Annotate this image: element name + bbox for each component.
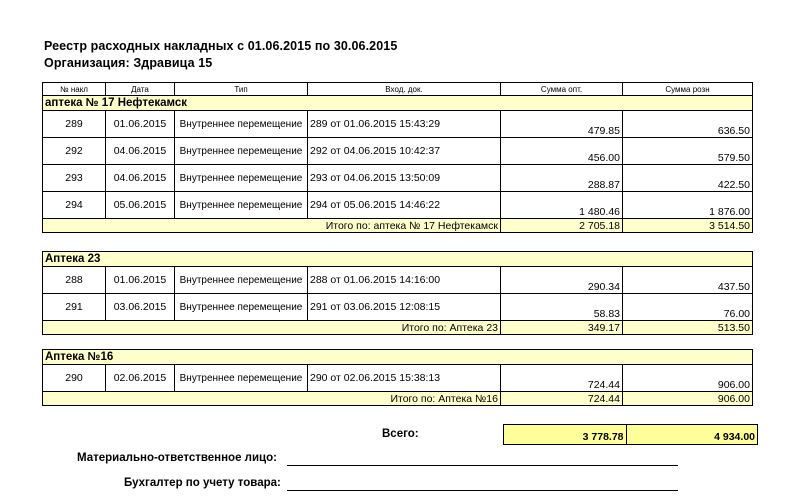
group-total-row — [43, 321, 753, 335]
row-num: 290 — [43, 365, 106, 392]
group-name: аптека № 17 Нефтекамск — [43, 96, 753, 111]
accountant-label: Бухгалтер по учету товара: — [124, 477, 281, 489]
grand-total-opt: 3 778.78 — [504, 425, 627, 444]
row-date: 04.06.2015 — [106, 138, 175, 165]
group-name: Аптека 23 — [43, 252, 753, 267]
row-date: 05.06.2015 — [106, 192, 175, 219]
group-header — [43, 350, 753, 365]
row-type: Внутреннее перемещение — [175, 138, 308, 165]
grand-total-box — [503, 424, 758, 445]
row-sum-opt: 724.44 — [501, 365, 623, 392]
table-row — [43, 267, 753, 294]
row-sum-opt: 288.87 — [501, 165, 623, 192]
row-doc: 294 от 05.06.2015 14:46:22 — [308, 192, 501, 219]
table-row — [43, 138, 753, 165]
row-sum-rozn: 579.50 — [623, 138, 753, 165]
accountant-signature-line — [287, 490, 678, 491]
group-total-rozn: 513.50 — [623, 321, 753, 335]
col-header-date: Дата — [106, 83, 175, 96]
group-table — [42, 349, 753, 406]
group-total-opt: 2 705.18 — [501, 219, 623, 233]
row-doc: 292 от 04.06.2015 10:42:37 — [308, 138, 501, 165]
table-row — [43, 165, 753, 192]
report-title: Реестр расходных накладных с 01.06.2015 по 30.06.2015 — [44, 39, 398, 53]
table-row — [43, 192, 753, 219]
responsible-signature-line — [287, 465, 678, 466]
row-num: 292 — [43, 138, 106, 165]
group-table — [42, 251, 753, 335]
group-total-rozn: 906.00 — [623, 392, 753, 406]
row-num: 291 — [43, 294, 106, 321]
responsible-person-label: Материально-ответственное лицо: — [77, 452, 277, 464]
row-date: 01.06.2015 — [106, 267, 175, 294]
group-header — [43, 96, 753, 111]
col-header-sum-opt: Сумма опт. — [501, 83, 623, 96]
row-sum-opt: 479.85 — [501, 111, 623, 138]
row-num: 293 — [43, 165, 106, 192]
row-type: Внутреннее перемещение — [175, 165, 308, 192]
row-date: 03.06.2015 — [106, 294, 175, 321]
row-num: 288 — [43, 267, 106, 294]
row-sum-rozn: 422.50 — [623, 165, 753, 192]
col-header-sum-rozn: Сумма розн — [623, 83, 753, 96]
group-total-label: Итого по: Аптека №16 — [43, 392, 501, 406]
group-total-row — [43, 392, 753, 406]
grand-total-rozn: 4 934.00 — [714, 431, 755, 443]
row-type: Внутреннее перемещение — [175, 111, 308, 138]
col-header-num: № накл — [43, 83, 106, 96]
row-date: 02.06.2015 — [106, 365, 175, 392]
row-num: 294 — [43, 192, 106, 219]
row-sum-opt: 58.83 — [501, 294, 623, 321]
row-type: Внутреннее перемещение — [175, 267, 308, 294]
group-total-row — [43, 219, 753, 233]
row-sum-opt: 1 480.46 — [501, 192, 623, 219]
row-type: Внутреннее перемещение — [175, 192, 308, 219]
row-doc: 293 от 04.06.2015 13:50:09 — [308, 165, 501, 192]
row-sum-rozn: 437.50 — [623, 267, 753, 294]
row-sum-opt: 456.00 — [501, 138, 623, 165]
table-row — [43, 111, 753, 138]
row-doc: 291 от 03.06.2015 12:08:15 — [308, 294, 501, 321]
table-row — [43, 294, 753, 321]
row-num: 289 — [43, 111, 106, 138]
row-type: Внутреннее перемещение — [175, 294, 308, 321]
row-sum-opt: 290.34 — [501, 267, 623, 294]
row-doc: 288 от 01.06.2015 14:16:00 — [308, 267, 501, 294]
row-date: 01.06.2015 — [106, 111, 175, 138]
table-row — [43, 365, 753, 392]
row-doc: 290 от 02.06.2015 15:38:13 — [308, 365, 501, 392]
row-doc: 289 от 01.06.2015 15:43:29 — [308, 111, 501, 138]
register-table — [42, 82, 753, 233]
group-total-rozn: 3 514.50 — [623, 219, 753, 233]
group-header — [43, 252, 753, 267]
row-date: 04.06.2015 — [106, 165, 175, 192]
group-total-opt: 724.44 — [501, 392, 623, 406]
col-header-type: Тип — [175, 83, 308, 96]
row-sum-rozn: 636.50 — [623, 111, 753, 138]
group-total-opt: 349.17 — [501, 321, 623, 335]
row-sum-rozn: 1 876.00 — [623, 192, 753, 219]
col-header-doc: Вход. док. — [308, 83, 501, 96]
organization-label: Организация: Здравица 15 — [44, 56, 213, 70]
row-sum-rozn: 76.00 — [623, 294, 753, 321]
group-total-label: Итого по: аптека № 17 Нефтекамск — [43, 219, 501, 233]
grand-total-label: Всего: — [382, 428, 419, 440]
group-name: Аптека №16 — [43, 350, 753, 365]
row-type: Внутреннее перемещение — [175, 365, 308, 392]
group-total-label: Итого по: Аптека 23 — [43, 321, 501, 335]
row-sum-rozn: 906.00 — [623, 365, 753, 392]
column-header-row — [43, 83, 753, 96]
